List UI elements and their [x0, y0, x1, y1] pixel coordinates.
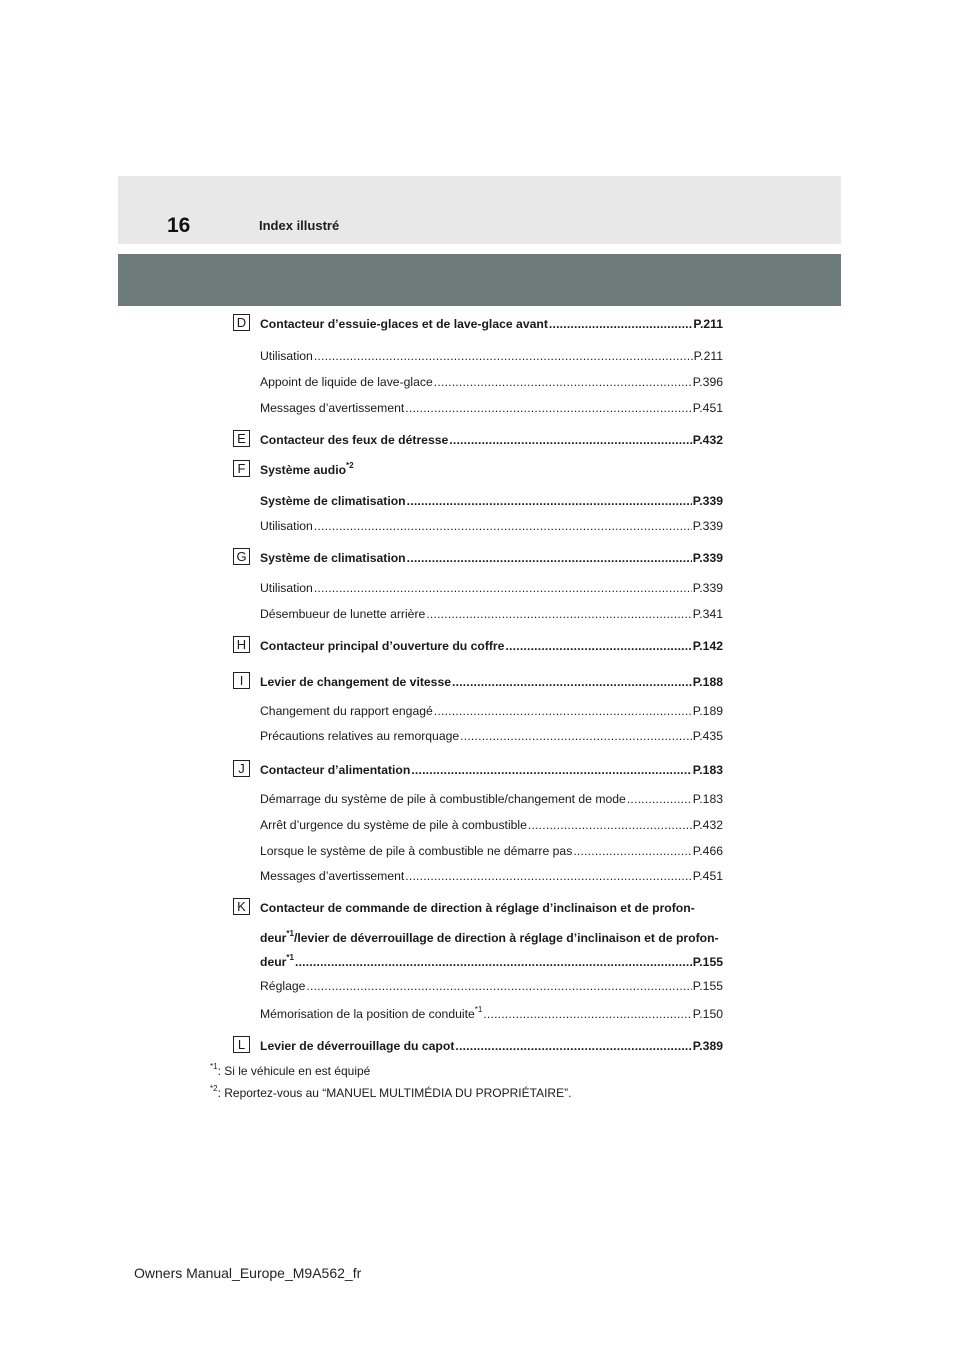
- leader-dots: [483, 1006, 691, 1022]
- entry-text: Messages d’avertissement: [260, 401, 405, 415]
- index-letter-box: I: [233, 672, 250, 689]
- entry-text: deur: [260, 931, 287, 945]
- page-reference-link[interactable]: P.183: [692, 792, 723, 806]
- index-entry: [260, 348, 723, 364]
- leader-dots: [405, 868, 691, 884]
- page-reference-link[interactable]: P.451: [692, 869, 723, 883]
- index-entry: [260, 703, 723, 719]
- entry-text: Contacteur d’essuie-glaces et de lave-glace avant: [260, 317, 548, 331]
- entry-label: [260, 518, 313, 534]
- footnote-ref: *1: [286, 953, 294, 962]
- leader-dots: [505, 638, 691, 654]
- index-row: [233, 518, 723, 536]
- index-row: [233, 954, 723, 972]
- page-reference-link[interactable]: P.451: [692, 401, 723, 415]
- page-reference-link[interactable]: P.396: [692, 375, 723, 389]
- entry-text: Système de climatisation: [260, 551, 406, 565]
- entry-label: [260, 1006, 482, 1022]
- entry-text: Contacteur d’alimentation: [260, 763, 411, 777]
- leader-dots: [452, 674, 692, 690]
- index-row: [233, 762, 723, 780]
- entry-label: [260, 493, 406, 509]
- entry-label: [260, 728, 459, 744]
- entry-label: [260, 791, 626, 807]
- index-row: [233, 580, 723, 598]
- index-row: [233, 1006, 723, 1024]
- page-reference-link[interactable]: P.189: [692, 704, 723, 718]
- page-number: 16: [167, 214, 191, 237]
- page-reference-link[interactable]: P.432: [692, 818, 723, 832]
- page-reference-link[interactable]: P.211: [693, 317, 723, 331]
- index-row: [233, 400, 723, 418]
- index-row: [233, 348, 723, 366]
- index-row: [233, 791, 723, 809]
- entry-text: Lorsque le système de pile à combustible ne démarre pas: [260, 844, 573, 858]
- footnote-2: $^{*2}$: Reportez-vous au “MANUEL MULTIMÉDIA DU PROPRIÉTAIRE”.: [210, 1084, 572, 1100]
- page-reference-link[interactable]: P.432: [692, 433, 723, 447]
- entry-label: [260, 462, 354, 478]
- index-row: [233, 728, 723, 746]
- entry-label: [260, 762, 410, 778]
- footnote-ref: *1: [286, 929, 294, 938]
- leader-dots: [434, 374, 692, 390]
- leader-dots: [306, 978, 691, 994]
- entry-text-continued: /levier de déverrouillage de direction à réglage d’inclinaison et de profon-: [293, 931, 719, 945]
- entry-text: Levier de déverrouillage du capot: [260, 1039, 455, 1053]
- leader-dots: [407, 550, 692, 566]
- index-row: [233, 1038, 723, 1056]
- index-entry: [260, 1006, 723, 1022]
- index-row: [233, 674, 723, 692]
- leader-dots: [407, 493, 692, 509]
- entry-text: deur: [260, 955, 287, 969]
- index-entry: [260, 762, 723, 778]
- page-header: [118, 176, 841, 244]
- leader-dots: [449, 432, 691, 448]
- footnote-ref: *1: [474, 1005, 483, 1014]
- leader-dots: [426, 606, 691, 622]
- index-row: [233, 462, 723, 480]
- index-row: [233, 316, 723, 334]
- entry-text: Appoint de liquide de lave-glace: [260, 375, 433, 389]
- index-row: [233, 900, 723, 918]
- entry-text: Contacteur de commande de direction à réglage d’inclinaison et de profon-: [260, 901, 695, 915]
- page-reference-link[interactable]: P.211: [693, 349, 723, 363]
- leader-dots: [528, 817, 692, 833]
- section-title: Index illustré: [259, 218, 340, 233]
- index-entry: [260, 817, 723, 833]
- entry-label: [260, 930, 719, 946]
- page-reference-link[interactable]: P.155: [692, 979, 723, 993]
- footnote-1: $^{*1}$: Si le véhicule en est équipé: [210, 1062, 371, 1078]
- index-entry: [260, 493, 723, 509]
- entry-label: [260, 348, 313, 364]
- entry-label: [260, 316, 548, 332]
- index-entry: [260, 728, 723, 744]
- entry-text: Arrêt d’urgence du système de pile à combustible: [260, 818, 527, 832]
- index-row: [233, 843, 723, 861]
- entry-label: [260, 580, 313, 596]
- index-entry: [260, 674, 723, 690]
- index-letter-box: H: [233, 636, 250, 653]
- index-letter-box: D: [233, 314, 250, 331]
- index-entry: [260, 954, 723, 970]
- index-entry: [260, 550, 723, 566]
- entry-text: Changement du rapport engagé: [260, 704, 433, 718]
- entry-label: [260, 978, 305, 994]
- entry-text: Désembueur de lunette arrière: [260, 607, 426, 621]
- index-letter-box: F: [233, 460, 250, 477]
- entry-label: [260, 1038, 454, 1054]
- entry-text: Réglage: [260, 979, 306, 993]
- leader-dots: [411, 762, 691, 778]
- leader-dots: [314, 348, 693, 364]
- leader-dots: [314, 580, 692, 596]
- index-row: [233, 432, 723, 450]
- entry-text: Levier de changement de vitesse: [260, 675, 452, 689]
- entry-text: Démarrage du système de pile à combustible/changement de mode: [260, 792, 626, 806]
- page-reference-link[interactable]: P.466: [692, 844, 723, 858]
- index-entry: [260, 930, 723, 946]
- page-reference-link[interactable]: P.389: [692, 1039, 723, 1053]
- index-row: [233, 868, 723, 886]
- entry-text: Précautions relatives au remorquage: [260, 729, 460, 743]
- index-row: [233, 493, 723, 511]
- entry-label: [260, 432, 448, 448]
- page-reference-link[interactable]: P.183: [692, 763, 723, 777]
- index-entry: [260, 316, 723, 332]
- index-letter-box: J: [233, 760, 250, 777]
- index-row: [233, 703, 723, 721]
- entry-text: Messages d’avertissement: [260, 869, 405, 883]
- leader-dots: [549, 316, 693, 332]
- index-entry: [260, 638, 723, 654]
- entry-label: [260, 374, 433, 390]
- index-row: [233, 606, 723, 624]
- page-reference-link[interactable]: P.435: [692, 729, 723, 743]
- leader-dots: [295, 954, 692, 970]
- page-reference-link[interactable]: P.155: [692, 955, 723, 969]
- leader-dots: [434, 703, 692, 719]
- index-letter-box: E: [233, 430, 250, 447]
- index-row: [233, 550, 723, 568]
- index-entry: [260, 1038, 723, 1054]
- leader-dots: [573, 843, 691, 859]
- index-entry: [260, 462, 723, 478]
- leader-dots: [460, 728, 692, 744]
- entry-text: Système audio: [260, 463, 347, 477]
- leader-dots: [405, 400, 691, 416]
- page-reference-link[interactable]: P.142: [692, 639, 723, 653]
- entry-label: [260, 606, 425, 622]
- index-entry: [260, 580, 723, 596]
- entry-label: [260, 550, 406, 566]
- entry-label: [260, 900, 695, 916]
- index-entry: [260, 432, 723, 448]
- entry-text: Utilisation: [260, 519, 313, 533]
- leader-dots: [627, 791, 692, 807]
- header-band: [118, 254, 841, 306]
- index-letter-box: G: [233, 548, 250, 565]
- index-entry: [260, 978, 723, 994]
- index-entry: [260, 400, 723, 416]
- index-entry: [260, 900, 723, 916]
- entry-label: [260, 817, 527, 833]
- entry-label: [260, 703, 433, 719]
- footnote-ref: *2: [346, 461, 354, 470]
- entry-label: [260, 400, 404, 416]
- leader-dots: [314, 518, 692, 534]
- page-reference-link[interactable]: P.341: [692, 607, 723, 621]
- index-entry: [260, 374, 723, 390]
- index-letter-box: L: [233, 1036, 250, 1053]
- index-entry: [260, 606, 723, 622]
- entry-text: Système de climatisation: [260, 494, 406, 508]
- entry-label: [260, 954, 294, 970]
- leader-dots: [455, 1038, 691, 1054]
- entry-text: Mémorisation de la position de conduite: [260, 1007, 475, 1021]
- entry-text: Contacteur principal d’ouverture du coffre: [260, 639, 505, 653]
- page-reference-link[interactable]: P.339: [692, 519, 723, 533]
- index-row: [233, 930, 723, 948]
- entry-label: [260, 868, 404, 884]
- index-entry: [260, 843, 723, 859]
- page-reference-link[interactable]: P.339: [692, 551, 723, 565]
- entry-label: [260, 638, 504, 654]
- entry-label: [260, 843, 572, 859]
- index-entry: [260, 518, 723, 534]
- entry-label: [260, 674, 451, 690]
- index-row: [233, 817, 723, 835]
- index-entry: [260, 791, 723, 807]
- document-footer: Owners Manual_Europe_M9A562_fr: [134, 1265, 362, 1281]
- index-letter-box: K: [233, 898, 250, 915]
- entry-text: Contacteur des feux de détresse: [260, 433, 449, 447]
- entry-text: Utilisation: [260, 581, 313, 595]
- page-reference-link[interactable]: P.339: [692, 581, 723, 595]
- index-row: [233, 374, 723, 392]
- index-row: [233, 978, 723, 996]
- page-reference-link[interactable]: P.150: [692, 1007, 723, 1021]
- index-entry: [260, 868, 723, 884]
- page-reference-link[interactable]: P.188: [692, 675, 723, 689]
- index-row: [233, 638, 723, 656]
- entry-text: Utilisation: [260, 349, 313, 363]
- page-reference-link[interactable]: P.339: [692, 494, 723, 508]
